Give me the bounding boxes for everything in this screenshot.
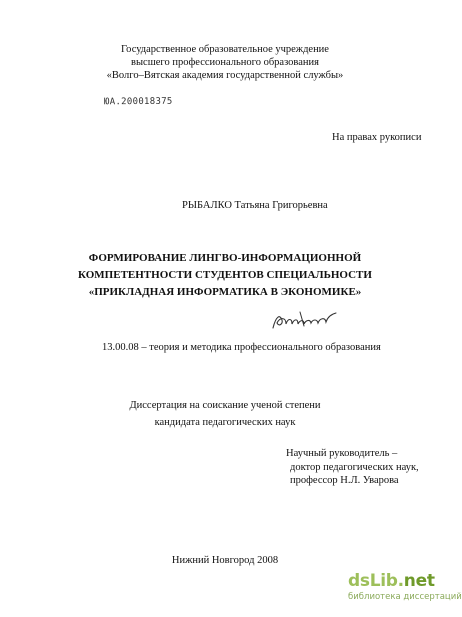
- scientific-supervisor: [286, 447, 419, 488]
- author-name: РЫБАЛКО Татьяна Григорьевна: [182, 200, 328, 211]
- institution-line-3: «Волго–Вятская академия государственной службы»: [106, 70, 344, 81]
- supervisor-line-3: профессор Н.Л. Уварова: [290, 475, 399, 486]
- watermark-logo-net: net: [403, 571, 435, 591]
- degree-statement: [0, 397, 450, 431]
- supervisor-line-2: доктор педагогических наук,: [290, 461, 419, 473]
- degree-line-1: Диссертация на соискание ученой степени: [129, 400, 321, 411]
- institution-line-1: Государственное образовательное учреждение: [121, 44, 329, 55]
- dissertation-title: [0, 250, 450, 301]
- library-stamp-number: ЮА.200018375: [103, 96, 173, 108]
- supervisor-line-1: Научный руководитель –: [286, 448, 398, 459]
- title-line-3: «ПРИКЛАДНАЯ ИНФОРМАТИКА В ЭКОНОМИКЕ»: [88, 286, 362, 298]
- city-and-year: Нижний Новгород 2008: [171, 555, 279, 566]
- institution-header: [0, 43, 450, 82]
- specialty-code: 13.00.08 – теория и методика профессионального образования: [102, 342, 381, 353]
- watermark-subtitle: библиотека диссертаций: [348, 592, 462, 602]
- institution-line-2: высшего профессионального образования: [131, 57, 319, 68]
- dslib-watermark: [348, 571, 462, 615]
- title-line-1: ФОРМИРОВАНИЕ ЛИНГВО-ИНФОРМАЦИОННОЙ: [88, 252, 362, 264]
- title-line-2: КОМПЕТЕНТНОСТИ СТУДЕНТОВ СПЕЦИАЛЬНОСТИ: [78, 269, 372, 281]
- degree-line-2: кандидата педагогических наук: [154, 417, 296, 428]
- handwritten-signature: [270, 308, 342, 334]
- manuscript-rights-label: На правах рукописи: [332, 132, 422, 143]
- watermark-logo-main: dsLib.: [348, 571, 404, 591]
- watermark-logo: [348, 571, 448, 591]
